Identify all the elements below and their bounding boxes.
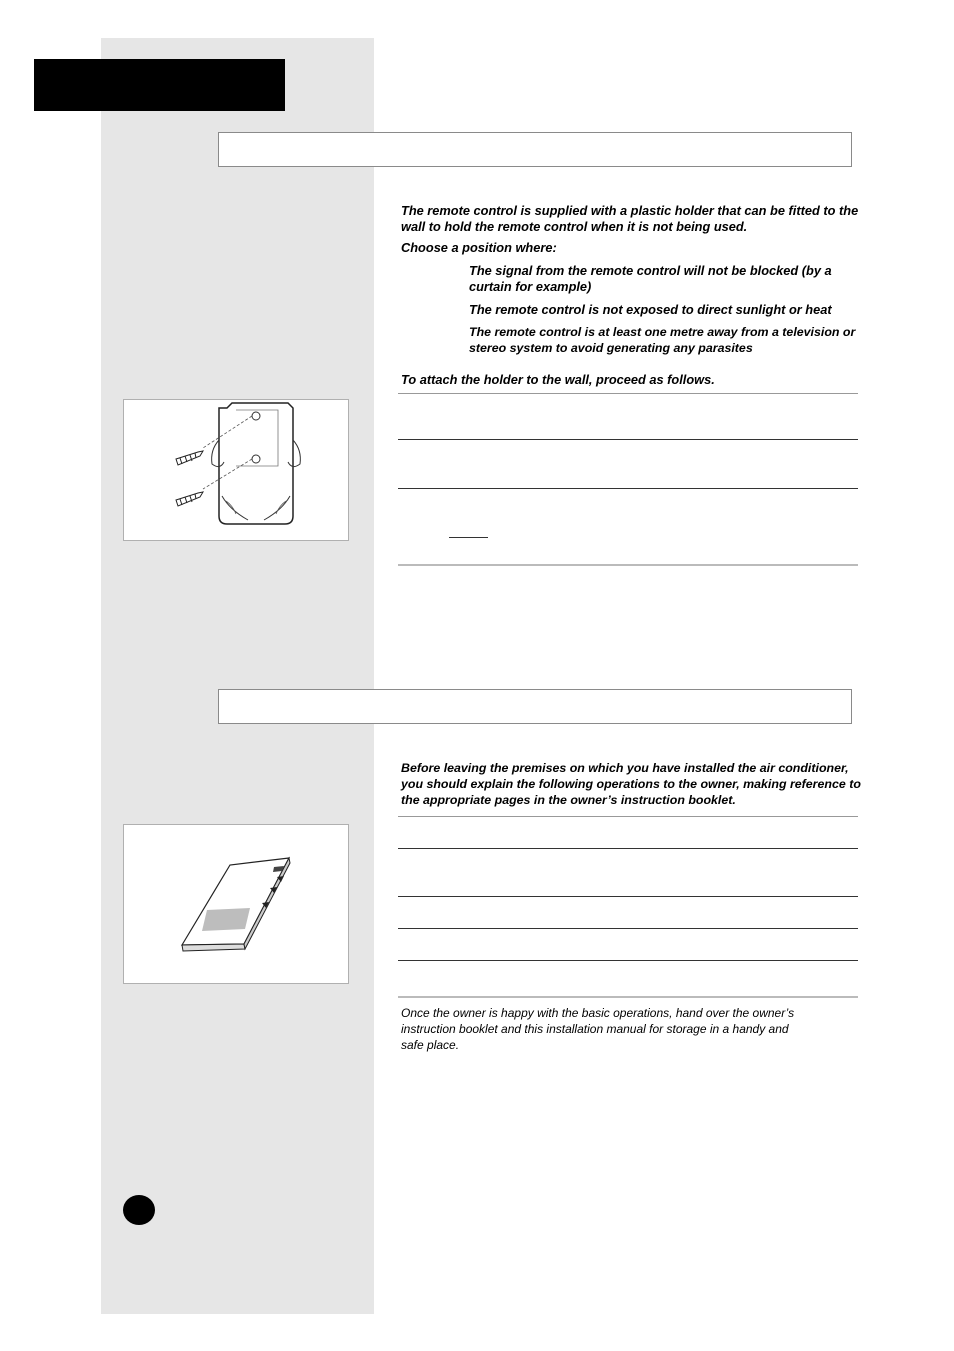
instruction-booklet-figure bbox=[123, 824, 349, 984]
operation-divider bbox=[398, 928, 858, 929]
operation-divider bbox=[398, 896, 858, 897]
operation-divider bbox=[398, 996, 858, 998]
remote-holder-figure bbox=[123, 399, 349, 541]
page-number-marker bbox=[123, 1195, 155, 1225]
page-header-block bbox=[34, 59, 285, 111]
step-divider bbox=[398, 439, 858, 440]
choose-position-text: Choose a position where: bbox=[401, 240, 557, 255]
booklet-label-panel bbox=[202, 908, 250, 931]
handover-note-text: Once the owner is happy with the basic operations, hand over the owner’s instruction booklet and this installation manual for storage in a handy and safe place. bbox=[401, 1006, 795, 1052]
condition-television-text: The remote control is at least one metre away from a television or stereo system to avoid generating any parasites bbox=[469, 325, 856, 355]
attach-instructions-text: To attach the holder to the wall, proceed as follows. bbox=[401, 372, 715, 387]
step-divider bbox=[398, 393, 858, 394]
owner-intro-text: Before leaving the premises on which you have installed the air conditioner, you should explain the following operations to the owner, making reference to the appropriate pages in the owner’s instruction booklet. bbox=[401, 761, 861, 807]
condition-sunlight-text: The remote control is not exposed to direct sunlight or heat bbox=[469, 302, 832, 317]
operation-divider bbox=[398, 816, 858, 817]
left-sidebar-band bbox=[101, 38, 374, 1314]
step-divider bbox=[398, 488, 858, 489]
short-underline bbox=[449, 537, 488, 538]
remote-holder-illustration bbox=[124, 400, 347, 539]
operation-divider bbox=[398, 848, 858, 849]
section-title-box-owner-explanation bbox=[218, 689, 852, 724]
operation-divider bbox=[398, 960, 858, 961]
condition-signal-text: The signal from the remote control will not be blocked (by a curtain for example) bbox=[469, 263, 832, 294]
booklet-icon bbox=[124, 825, 347, 982]
screw-icon bbox=[176, 451, 203, 465]
holder-intro-text: The remote control is supplied with a plastic holder that can be fitted to the wall to hold the remote control when it is not being used. bbox=[401, 203, 859, 234]
section-title-box-remote-holder bbox=[218, 132, 852, 167]
screw-icon bbox=[176, 492, 203, 506]
step-divider bbox=[398, 564, 858, 566]
